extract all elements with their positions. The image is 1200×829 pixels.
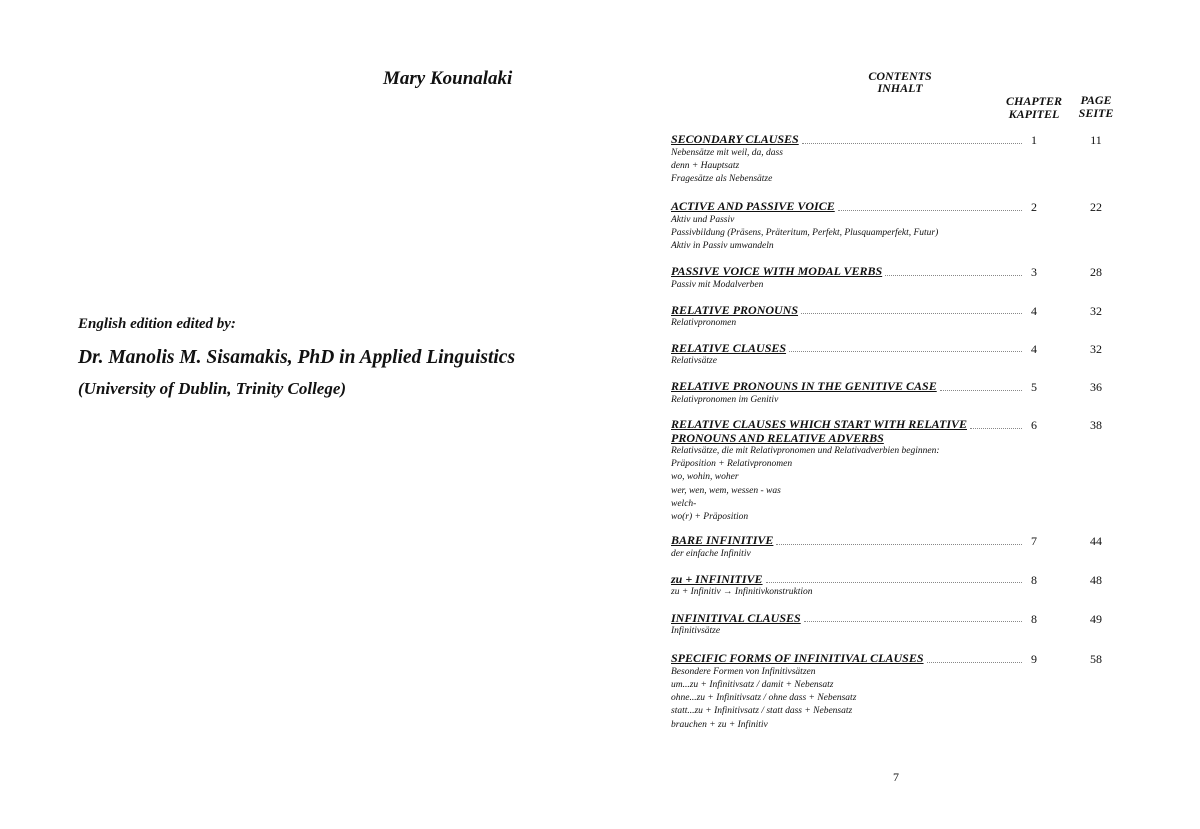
toc-chapter-number: 7 [1031, 534, 1037, 549]
toc-entry-subtopic: denn + Hauptsatz [671, 160, 740, 171]
toc-entry-subtopic: Relativpronomen [671, 318, 737, 329]
dot-leader [940, 390, 1022, 391]
toc-entry-head [671, 612, 1026, 626]
toc-page-number: 44 [1090, 534, 1102, 549]
chapter-header-de: KAPITEL [1008, 106, 1060, 121]
toc-page-number: 36 [1090, 380, 1102, 395]
toc-entry [671, 304, 1131, 331]
toc-entry-head [671, 342, 1026, 356]
toc-entry-title-continued: PRONOUNS AND RELATIVE ADVERBS [671, 430, 884, 445]
toc-entry-head [671, 573, 1026, 587]
toc-entries [671, 133, 1131, 732]
toc-entry-title: PASSIVE VOICE WITH MODAL VERBS [671, 264, 883, 279]
page-number: 7 [893, 770, 899, 784]
dot-leader [766, 582, 1022, 583]
toc-entry [671, 380, 1131, 407]
toc-entry-head [671, 418, 1026, 432]
toc-entry [671, 133, 1131, 186]
toc-entry-title: SECONDARY CLAUSES [671, 132, 799, 146]
dot-leader [838, 210, 1022, 211]
dot-leader [804, 621, 1022, 622]
toc-entry-subtopic: welch- [671, 498, 697, 509]
toc-chapter-number: 8 [1031, 572, 1037, 587]
toc-entry [671, 418, 1131, 524]
toc-entry-subtopic: um...zu + Infinitivsatz / damit + Nebensatz [671, 680, 834, 691]
toc-entry [671, 265, 1131, 292]
toc-entry [671, 200, 1131, 253]
toc-entry-title: RELATIVE CLAUSES [671, 340, 787, 355]
toc-page-number: 48 [1090, 572, 1102, 587]
toc-entry-subtopic: Relativsätze [671, 356, 717, 367]
toc-entry-title: BARE INFINITIVE [671, 533, 774, 548]
editor-name: Dr. Manolis M. Sisamakis, PhD in Applied Linguistics [78, 347, 516, 368]
page-header-en: PAGE [1080, 93, 1112, 107]
toc-entry-subtopic: Passiv mit Modalverben [671, 279, 764, 290]
toc-entry-head [671, 200, 1026, 214]
toc-entry-subtopic: Fragesätze als Nebensätze [671, 173, 773, 184]
chapter-column-header [1000, 95, 1068, 120]
toc-entry [671, 342, 1131, 369]
editor-affiliation: (University of Dublin, Trinity College) [78, 379, 347, 398]
toc-chapter-number: 9 [1031, 652, 1037, 667]
dot-leader [927, 662, 1022, 663]
toc-entry-subtopic: zu + Infinitiv → Infinitivkonstruktion [671, 587, 813, 598]
toc-heading-de: INHALT [877, 81, 923, 95]
toc-entry-subtopic: Aktiv und Passiv [671, 214, 735, 225]
toc-entry-title: SPECIFIC FORMS OF INFINITIVAL CLAUSES [671, 651, 924, 666]
toc-entry [671, 534, 1131, 561]
toc-chapter-number: 1 [1031, 133, 1037, 147]
toc-entry-subtopic: Präposition + Relativpronomen [671, 459, 793, 470]
toc-entry-subtopic: wo(r) + Präposition [671, 512, 749, 523]
toc-entry-subtopic: ohne...zu + Infinitivsatz / ohne dass + Nebensatz [671, 693, 857, 704]
toc-entry-subtopic: wo, wohin, woher [671, 472, 739, 483]
toc-entry-subtopic: Nebensätze mit weil, da, dass [671, 147, 783, 158]
toc-entry [671, 612, 1131, 639]
toc-chapter-number: 6 [1031, 418, 1037, 433]
toc-chapter-number: 3 [1031, 265, 1037, 280]
toc-entry-subtopic: wer, wen, wem, wessen - was [671, 485, 781, 496]
toc-entry-head [671, 265, 1026, 279]
toc-page-number: 28 [1090, 265, 1102, 280]
toc-entry-subtopic: Relativsätze, die mit Relativpronomen und Relativadverbien beginnen: [671, 446, 940, 457]
toc-entry-head [671, 380, 1026, 394]
toc-entry-title: ACTIVE AND PASSIVE VOICE [671, 199, 835, 214]
toc-page-number: 38 [1090, 418, 1102, 433]
toc-entry-subtopic: Passivbildung (Präsens, Präteritum, Perfekt, Plusquamperfekt, Futur) [671, 227, 939, 238]
toc-heading [860, 70, 940, 94]
toc-entry-subtopic: der einfache Infinitiv [671, 548, 751, 559]
toc-entry-title: RELATIVE PRONOUNS IN THE GENITIVE CASE [671, 379, 937, 394]
page-header-de: SEITE [1078, 105, 1114, 120]
toc-entry-subtopic: Besondere Formen von Infinitivsätzen [671, 666, 816, 677]
author-name: Mary Kounalaki [383, 68, 513, 89]
toc-chapter-number: 2 [1031, 200, 1037, 215]
dot-leader [885, 275, 1022, 276]
toc-page-number: 49 [1090, 611, 1102, 626]
edited-by-label: English edition edited by: [78, 316, 236, 332]
toc-entry-subtopic: brauchen + zu + Infinitiv [671, 719, 768, 730]
dot-leader [789, 351, 1022, 352]
toc-chapter-number: 8 [1031, 611, 1037, 626]
toc-entry-subtopic: statt...zu + Infinitivsatz / statt dass + Nebensatz [671, 706, 853, 717]
dot-leader [970, 428, 1022, 429]
dot-leader [802, 143, 1022, 144]
toc-entry-head [671, 133, 1026, 147]
toc-entry-head [671, 304, 1026, 318]
toc-entry-title: INFINITIVAL CLAUSES [671, 610, 801, 625]
toc-entry [671, 652, 1131, 732]
toc-chapter-number: 5 [1031, 380, 1037, 395]
toc-chapter-number: 4 [1031, 341, 1037, 356]
toc-entry [671, 573, 1131, 600]
toc-entry-title: RELATIVE PRONOUNS [671, 302, 799, 317]
toc-page-number: 58 [1090, 652, 1102, 667]
page-column-header [1070, 94, 1122, 119]
toc-entry-subtopic: Aktiv in Passiv umwandeln [671, 241, 774, 252]
toc-heading-en: CONTENTS [868, 69, 932, 83]
toc-entry-head [671, 534, 1026, 548]
dot-leader [776, 544, 1022, 545]
dot-leader [801, 313, 1022, 314]
toc-chapter-number: 4 [1031, 303, 1037, 318]
toc-entry-subtopic: Infinitivsätze [671, 626, 721, 637]
chapter-header-en: CHAPTER [1005, 94, 1062, 108]
toc-entry-title: zu + INFINITIVE [671, 571, 763, 586]
toc-page-number: 11 [1090, 133, 1102, 147]
toc-entry-subtopic: Relativpronomen im Genitiv [671, 394, 779, 405]
toc-entry-title: RELATIVE CLAUSES WHICH START WITH RELATIVE [671, 417, 967, 432]
toc-page-number: 32 [1090, 341, 1102, 356]
toc-entry-head [671, 652, 1026, 666]
toc-page-number: 32 [1090, 303, 1102, 318]
toc-page-number: 22 [1090, 200, 1102, 215]
